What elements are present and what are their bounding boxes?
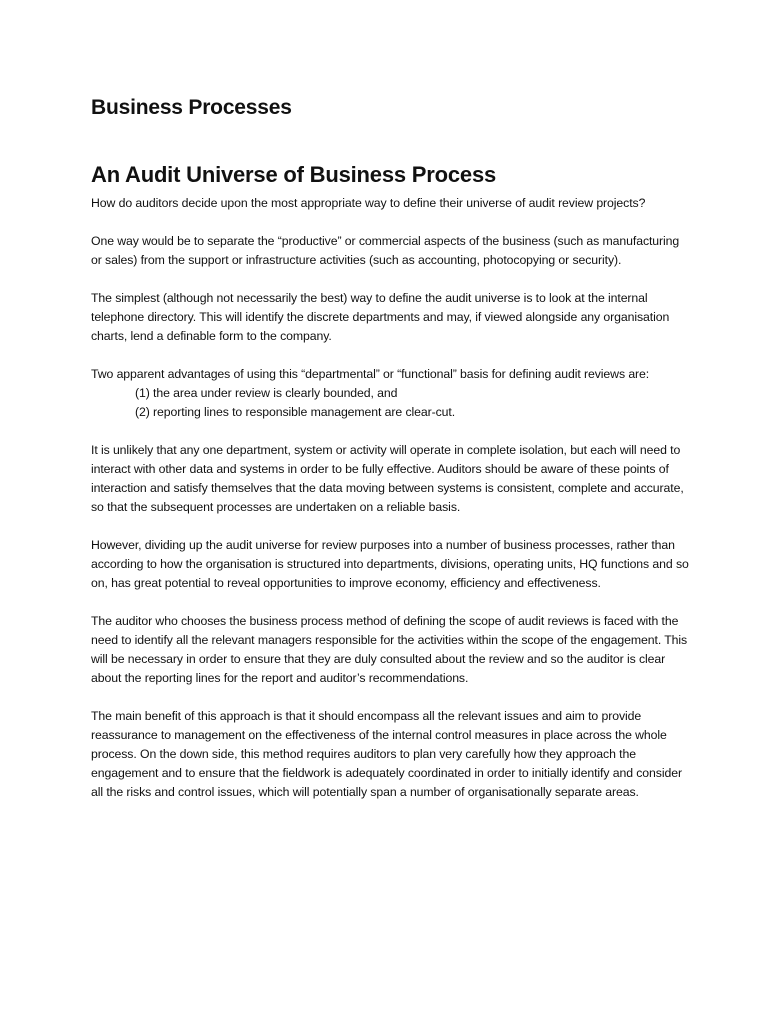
paragraph-telephone-directory: The simplest (although not necessarily the best) way to define the audit universe is to look at the internal telephone directory. This will identify the discrete departments and may, if viewed alongside any organisation charts, lend a definable form to the company. (91, 291, 670, 343)
document-title: Business Processes (91, 96, 292, 119)
section-title: An Audit Universe of Business Process (91, 162, 497, 187)
paragraph-identify-managers: The auditor who chooses the business process method of defining the scope of audit reviews is faced with the need to identify all the relevant managers responsible for the activities within the scope of the engagement. This will be necessary in order to ensure that they are duly consulted about the review and so the auditor is clear about the reporting lines for the report and auditor’s recommendations. (91, 614, 688, 685)
list-item: (2) reporting lines to responsible management are clear-cut. (135, 405, 456, 419)
document-body (91, 96, 691, 821)
paragraph-main-benefit: The main benefit of this approach is that it should encompass all the relevant issues and aim to provide reassurance to management on the effectiveness of the internal control measures in place across the whole process. On the down side, this method requires auditors to plan very carefully how they approach the engagement and to ensure that the fieldwork is adequately coordinated in order to initially identify and consider all the risks and control issues, which will potentially span a number of organisationally separate areas. (91, 709, 682, 799)
paragraph-intro-question: How do auditors decide upon the most appropriate way to define their universe of audit review projects? (91, 196, 646, 210)
list-item: (1) the area under review is clearly bounded, and (135, 386, 398, 400)
advantages-list (91, 384, 691, 422)
paragraph-advantages-intro: Two apparent advantages of using this “departmental” or “functional” basis for defining audit reviews are: (91, 367, 650, 381)
paragraph-business-processes: However, dividing up the audit universe for review purposes into a number of business processes, rather than according to how the organisation is structured into departments, divisions, operating units, HQ functions and so on, has great potential to reveal opportunities to improve economy, efficiency and effectiveness. (91, 538, 689, 590)
paragraph-interaction: It is unlikely that any one department, system or activity will operate in complete isolation, but each will need to interact with other data and systems in order to be fully effective. Auditors should be aware of these points of interaction and satisfy themselves that the data moving between systems is consistent, complete and accurate, so that the subsequent processes are undertaken on a reliable basis. (91, 443, 684, 514)
paragraph-productive-vs-support: One way would be to separate the “productive” or commercial aspects of the business (such as manufacturing or sales) from the support or infrastructure activities (such as accounting, photocopying or security). (91, 234, 680, 267)
